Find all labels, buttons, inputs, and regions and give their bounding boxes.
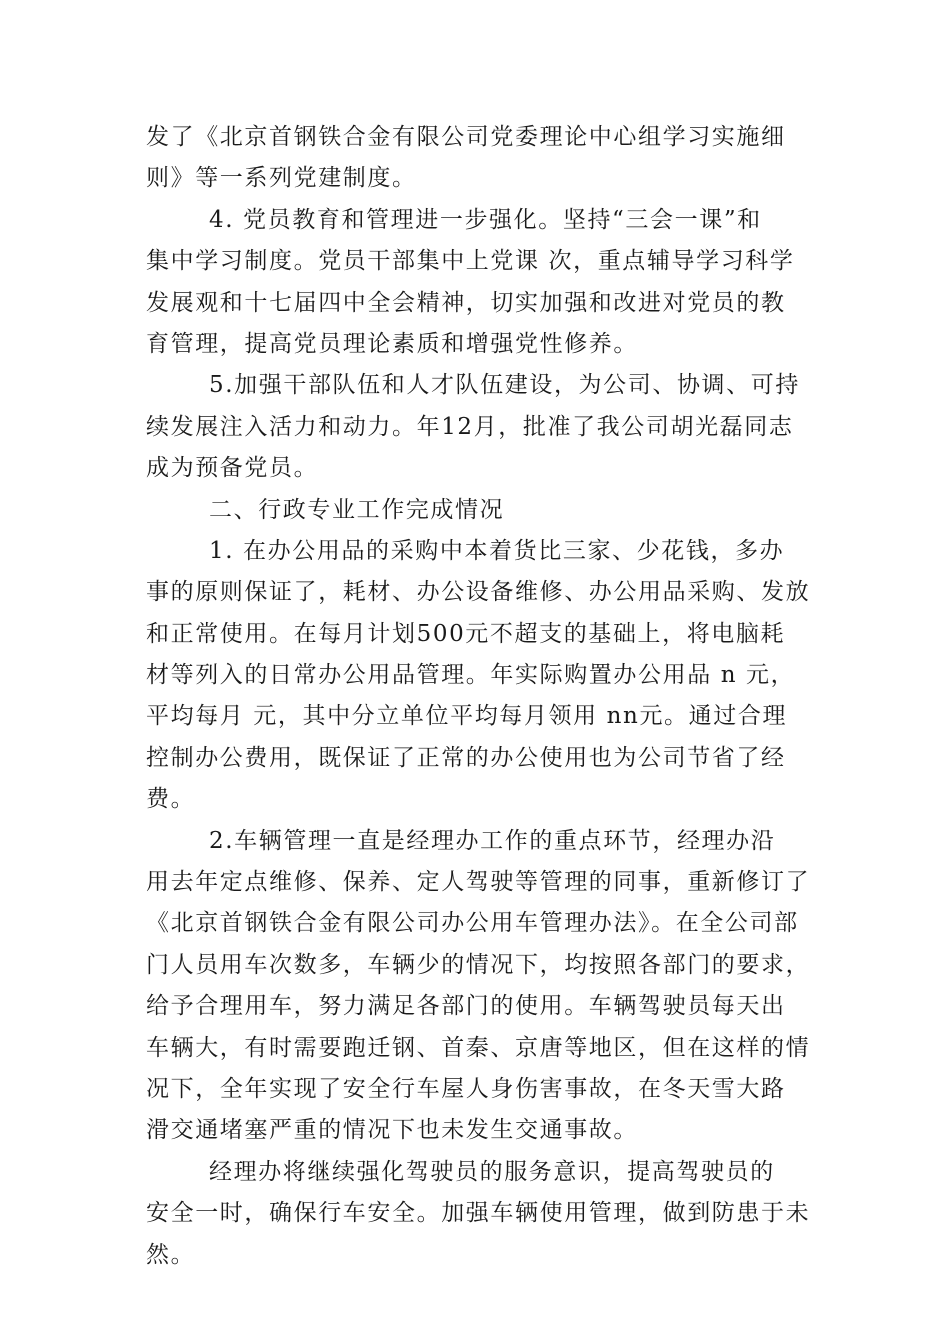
text-line: 平均每月 元，其中分立单位平均每月领用 nn元。通过合理 [146,703,788,730]
text-line: 控制办公费用，既保证了正常的办公使用也为公司节省了经 [146,744,786,771]
text-line: 育管理，提高党员理论素质和增强党性修养。 [146,330,638,357]
text-line: 《北京首钢铁合金有限公司办公用车管理办法》。在全公司部 [146,910,799,937]
text-line: 和正常使用。在每月计划500元不超支的基础上，将电脑耗 [146,620,786,647]
text-line: 安全一时，确保行车安全。加强车辆使用管理，做到防患于未 [146,1200,811,1227]
text-line: 5.加强干部队伍和人才队伍建设，为公司、协调、可持 [209,372,800,399]
text-line: 然。 [146,1241,196,1268]
text-line: 发展观和十七届四中全会精神，切实加强和改进对党员的教 [146,289,786,316]
text-line: 车辆大，有时需要跑迁钢、首秦、京唐等地区，但在这样的情 [146,1034,811,1061]
text-line: 给予合理用车，努力满足各部门的使用。车辆驾驶员每天出 [146,993,786,1020]
text-line: 集中学习制度。党员干部集中上党课 次，重点辅导学习科学 [146,248,795,275]
text-line: 4. 党员教育和管理进一步强化。坚持“三会一课”和 [209,206,762,233]
text-line: 滑交通堵塞严重的情况下也未发生交通事故。 [146,1117,638,1144]
text-line: 则》等一系列党建制度。 [146,165,417,192]
text-line: 成为预备党员。 [146,455,319,482]
text-line: 经理办将继续强化驾驶员的服务意识，提高驾驶员的 [209,1158,775,1185]
text-line: 二、行政专业工作完成情况 [209,496,505,523]
text-line: 费。 [146,786,196,813]
text-line: 用去年定点维修、保养、定人驾驶等管理的同事，重新修订了 [146,869,811,896]
text-line: 事的原则保证了，耗材、办公设备维修、办公用品采购、发放 [146,579,811,606]
text-line: 2.车辆管理一直是经理办工作的重点环节，经理办沿 [209,827,776,854]
text-line: 续发展注入活力和动力。年12月，批准了我公司胡光磊同志 [146,413,794,440]
document-body [146,117,811,1276]
text-line: 况下，全年实现了安全行车屋人身伤害事故，在冬天雪大路 [146,1075,786,1102]
text-line: 发了《北京首钢铁合金有限公司党委理论中心组学习实施细 [146,124,786,150]
text-line: 1. 在办公用品的采购中本着货比三家、少花钱，多办 [209,537,785,564]
text-line: 门人员用车次数多，车辆少的情况下，均按照各部门的要求， [146,951,811,978]
text-line: 材等列入的日常办公用品管理。年实际购置办公用品 n 元， [146,662,796,689]
